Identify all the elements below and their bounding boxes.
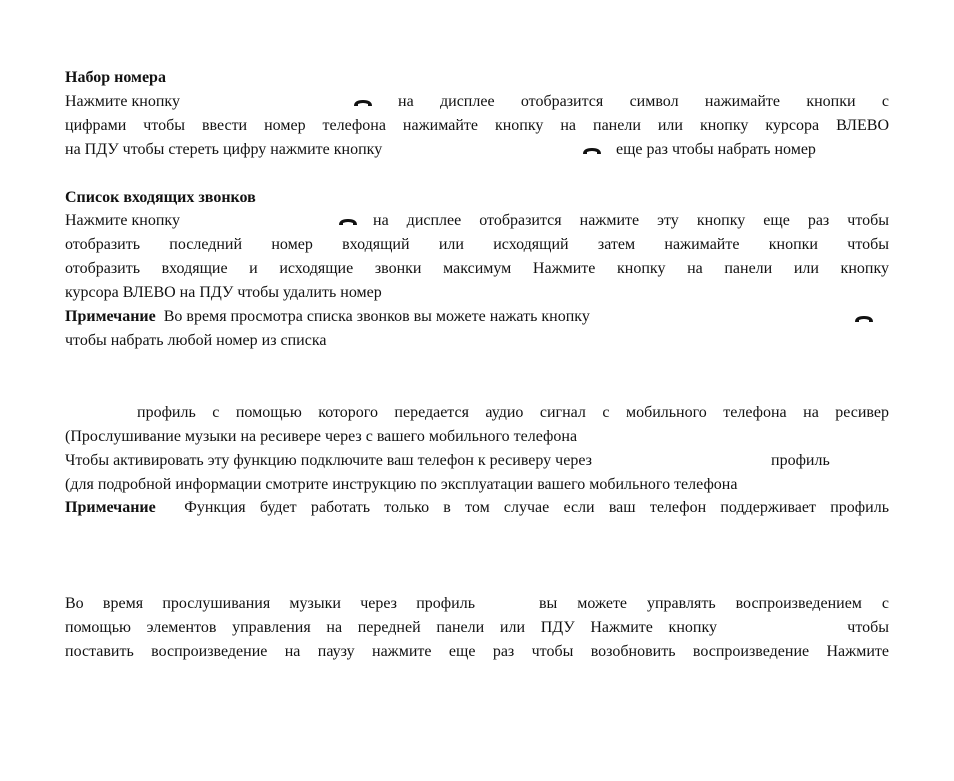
note-line — [65, 498, 889, 518]
section-heading-dialing: Набор номера — [65, 69, 166, 86]
text-line: вы можете управлять воспроизведением с — [539, 595, 889, 612]
text-line: чтобы набрать любой номер из списка — [65, 332, 327, 349]
text-line: профиль — [771, 452, 830, 469]
text-line: Чтобы активировать эту функцию подключите ваш телефон к ресиверу через — [65, 452, 592, 469]
text-line: отобразить входящие и исходящие звонки максимум Нажмите кнопку на панели или кнопку — [65, 260, 889, 277]
text-line: на дисплее отобразится нажмите эту кнопку еще раз чтобы — [373, 212, 889, 229]
note-label: Примечание — [65, 499, 156, 516]
text-line: курсора ВЛЕВО на ПДУ чтобы удалить номер — [65, 284, 382, 301]
text-line: еще раз чтобы набрать номер — [616, 141, 816, 158]
text-line: на дисплее отобразится символ нажимайте кнопки с — [398, 93, 889, 110]
text-line: помощью элементов управления на передней панели или ПДУ Нажмите кнопку — [65, 619, 717, 636]
text-line: Нажмите кнопку — [65, 212, 180, 229]
text-line: на ПДУ чтобы стереть цифру нажмите кнопку — [65, 141, 383, 158]
note-text: Во время просмотра списка звонков вы можете нажать кнопку — [163, 308, 590, 325]
text-line: цифрами чтобы ввести номер телефона нажимайте кнопку на панели или кнопку курсора ВЛЕВО — [65, 117, 889, 134]
text-line: профиль с помощью которого передается аудио сигнал с мобильного телефона на ресивер — [137, 404, 889, 421]
text-line: Нажмите кнопку — [65, 93, 180, 110]
text-line: (Прослушивание музыки на ресивере через с вашего мобильного телефона — [65, 428, 578, 445]
phone-handset-icon — [581, 146, 603, 156]
text-line: чтобы — [847, 619, 889, 636]
phone-handset-icon — [352, 98, 374, 108]
text-line: отобразить последний номер входящий или исходящий затем нажимайте кнопки чтобы — [65, 236, 889, 253]
note-label: Примечание — [65, 308, 156, 325]
phone-handset-icon — [337, 217, 359, 227]
note-line — [65, 307, 725, 327]
text-line: поставить воспроизведение на паузу нажмите еще раз чтобы возобновить воспроизведение Нажмите — [65, 643, 889, 660]
phone-handset-icon — [853, 314, 875, 324]
text-line: Во время прослушивания музыки через профиль — [65, 595, 475, 612]
section-heading-call-list: Список входящих звонков — [65, 189, 256, 206]
text-line: (для подробной информации смотрите инструкцию по эксплуатации вашего мобильного телефона — [65, 476, 738, 493]
note-text: Функция будет работать только в том случае если ваш телефон поддерживает профиль — [184, 499, 889, 516]
